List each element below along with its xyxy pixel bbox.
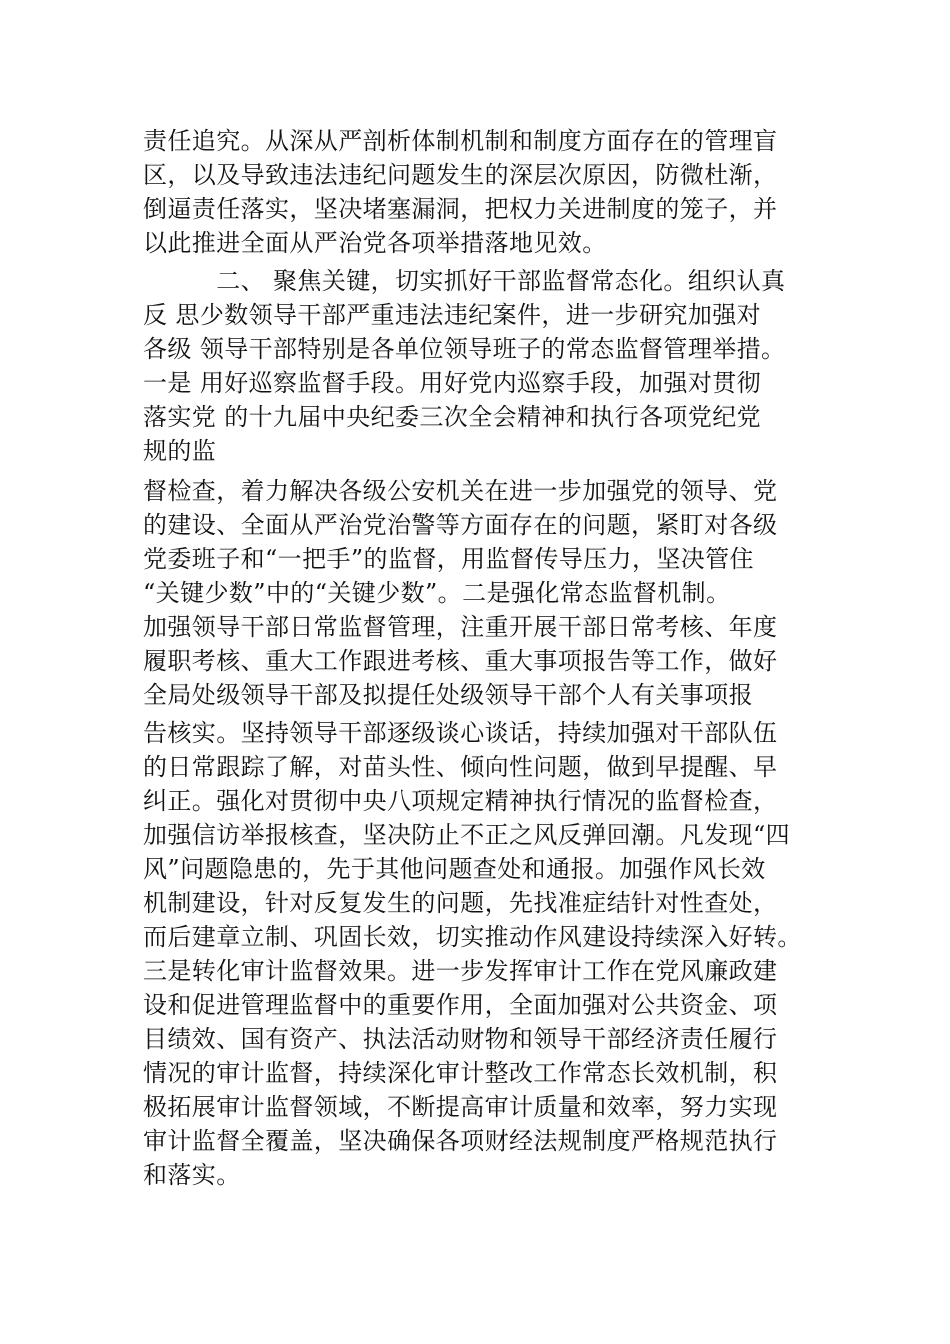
text-line: 责任追究。从深从严剖析体制机制和制度方面存在的管理盲 bbox=[143, 127, 778, 155]
text-line: 各级 领导干部特别是各单位领导班子的常态监督管理举措。 bbox=[143, 335, 786, 363]
text-line: 的建设、全面从严治党治警等方面存在的问题，紧盯对各级 bbox=[143, 511, 778, 539]
text-line: 加强信访举报核查，坚决防止不正之风反弹回潮。凡发现“四 bbox=[143, 821, 791, 849]
text-line: 督检查，着力解决各级公安机关在进一步加强党的领导、党 bbox=[143, 477, 778, 505]
text-line: 情况的审计监督，持续深化审计整改工作常态长效机制，积 bbox=[143, 1059, 778, 1087]
text-line: 一是 用好巡察监督手段。用好党内巡察手段，加强对贯彻 bbox=[143, 369, 762, 397]
text-line: 审计监督全覆盖，坚决确保各项财经法规制度严格规范执行 bbox=[143, 1127, 778, 1155]
text-line: 目绩效、国有资产、执法活动财物和领导干部经济责任履行 bbox=[143, 1025, 778, 1053]
text-line: “关键少数”中的“关键少数”。二是强化常态监督机制。 bbox=[143, 579, 731, 607]
text-line: 落实党 的十九届中央纪委三次全会精神和执行各项党纪党 bbox=[143, 403, 762, 431]
text-line: 二、 聚焦关键，切实抓好干部监督常态化。组织认真 bbox=[143, 267, 786, 295]
text-line: 反 思少数领导干部严重违法违纪案件，进一步研究加强对 bbox=[143, 301, 762, 329]
text-line: 风”问题隐患的，先于其他问题查处和通报。加强作风长效 bbox=[143, 855, 766, 883]
text-line: 而后建章立制、巩固长效，切实推动作风建设持续深入好转。 bbox=[143, 923, 802, 951]
text-line: 极拓展审计监督领域，不断提高审计质量和效率，努力实现 bbox=[143, 1093, 778, 1121]
text-line: 纠正。强化对贯彻中央八项规定精神执行情况的监督检查， bbox=[143, 787, 778, 815]
text-line: 告核实。坚持领导干部逐级谈心谈话，持续加强对干部队伍 bbox=[143, 719, 778, 747]
text-line: 规的监 bbox=[143, 437, 217, 465]
text-line: 三是转化审计监督效果。进一步发挥审计工作在党风廉政建 bbox=[143, 957, 778, 985]
text-line: 党委班子和“一把手”的监督，用监督传导压力，坚决管住 bbox=[143, 545, 754, 573]
text-line: 和落实。 bbox=[143, 1161, 241, 1189]
text-line: 倒逼责任落实，坚决堵塞漏洞，把权力关进制度的笼子，并 bbox=[143, 195, 778, 223]
text-line: 履职考核、重大工作跟进考核、重大事项报告等工作，做好 bbox=[143, 647, 778, 675]
text-line: 全局处级领导干部及拟提任处级领导干部个人有关事项报 bbox=[143, 681, 753, 709]
text-line: 区，以及导致违法违纪问题发生的深层次原因，防微杜渐， bbox=[143, 161, 778, 189]
text-line: 以此推进全面从严治党各项举措落地见效。 bbox=[143, 229, 607, 257]
text-line: 加强领导干部日常监督管理，注重开展干部日常考核、年度 bbox=[143, 613, 778, 641]
text-line: 设和促进管理监督中的重要作用，全面加强对公共资金、项 bbox=[143, 991, 778, 1019]
text-line: 机制建设，针对反复发生的问题，先找准症结针对性查处， bbox=[143, 889, 778, 917]
text-line: 的日常跟踪了解，对苗头性、倾向性问题，做到早提醒、早 bbox=[143, 753, 778, 781]
